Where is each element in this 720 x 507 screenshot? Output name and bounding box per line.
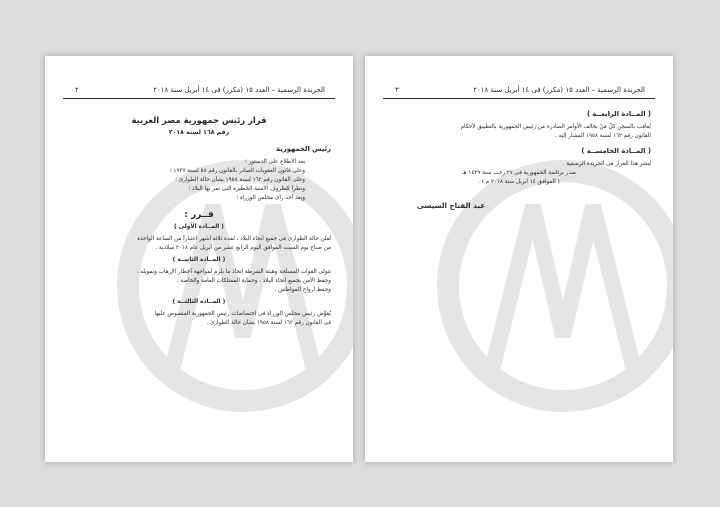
page-number: ٢	[75, 86, 79, 94]
article-4-line: القانون رقم ١٦٢ لسنة ١٩٥٨ المشار إليه .	[555, 133, 651, 139]
page-number: ٣	[395, 86, 399, 94]
article-3-heading: ( المــادة الثالثــة )	[172, 299, 226, 305]
president-heading: رئيس الجمهورية	[276, 145, 331, 153]
recital-line: وعلى القانون رقم ١٦٢ لسنة ١٩٥٨ بشأن حالة الطوارئ ؛	[175, 177, 305, 183]
article-4-line: يُعاقب بالسجن كلُّ مَنْ يخالف الأوامر الصادرة من رئيس الجمهورية بالتطبيق لأحكام	[460, 124, 651, 130]
decree-number: رقم ١٦٨ لسنة ٢٠١٨	[168, 129, 230, 136]
article-1-line: تُعلن حالة الطوارئ فى جميع أنحاء البلاد ، لمدة ثلاثة أشهر اعتباراً من الساعة الواحدة	[137, 236, 331, 242]
signature: عبد الفتاح السيسى	[417, 201, 486, 210]
issued-date-line: ( الموافق ١٤ أبريل سنة ٢٠١٨ م ) .	[478, 179, 560, 185]
article-2-line: وحفظ الأمن بجميع أنحاء البلاد ، وحماية الممتلكات العامة والخاصة ،	[176, 278, 331, 284]
header-title: الجريدة الرسمية – العدد ١٥ (مكرر) فى ١٤ أبريل سنة ٢٠١٨	[473, 86, 645, 94]
recital-line: بعد الاطلاع على الدستور ؛	[245, 159, 305, 165]
page-header	[383, 84, 655, 99]
recital-line: ونظراً للظروف الأمنية الخطيرة التى تمر بها البلاد ؛	[188, 186, 305, 192]
page-header	[63, 84, 335, 99]
article-2-line: وحفظ أرواح المواطنين .	[274, 287, 331, 293]
recital-line: وبعد أخذ رأى مجلس الوزراء ؛	[236, 195, 305, 201]
article-3-line: فى القانون رقم ١٦٢ لسنة ١٩٥٨ بشأن حالة الطوارئ .	[206, 320, 331, 326]
article-5-line: يُنشر هذا القرار فى الجريدة الرسمية .	[562, 161, 651, 167]
article-1-heading: ( المــادة الأولى )	[174, 224, 224, 230]
article-2-heading: ( المــادة الثانيــة )	[172, 257, 226, 263]
recital-line: وعلى قانون العقوبات الصادر بالقانون رقم ٥٨ لسنة ١٩٣٧ ؛	[169, 168, 305, 174]
issued-line: صدر برئاسة الجمهورية فى ٢٧ رجب سنة ١٤٣٩ هـ	[461, 170, 577, 176]
page-3	[365, 56, 673, 462]
header-title: الجريدة الرسمية – العدد ١٥ (مكرر) فى ١٤ أبريل سنة ٢٠١٨	[153, 86, 325, 94]
article-5-heading: ( المــادة الخامســة )	[581, 147, 651, 155]
article-3-line: يُفوَّض رئيس مجلس الوزراء فى اختصاصات رئيس الجمهورية المنصوص عليها	[154, 311, 331, 317]
decree-title: قرار رئيس جمهورية مصر العربية	[131, 115, 267, 125]
decided-heading: قــرر :	[184, 210, 214, 220]
page-2	[45, 56, 353, 462]
page-body	[387, 104, 651, 452]
page-body	[67, 104, 331, 452]
article-2-line: تتولى القوات المسلحة وهيئة الشرطة اتخاذ ما يلزم لمواجهة أخطار الإرهاب وتمويله ،	[136, 269, 331, 275]
article-4-heading: ( المــادة الرابعــة )	[586, 110, 651, 118]
article-1-line: من صباح يوم السبت الموافق اليوم الرابع عشر من أبريل عام ٢٠١٨ ميلادية .	[155, 245, 331, 251]
